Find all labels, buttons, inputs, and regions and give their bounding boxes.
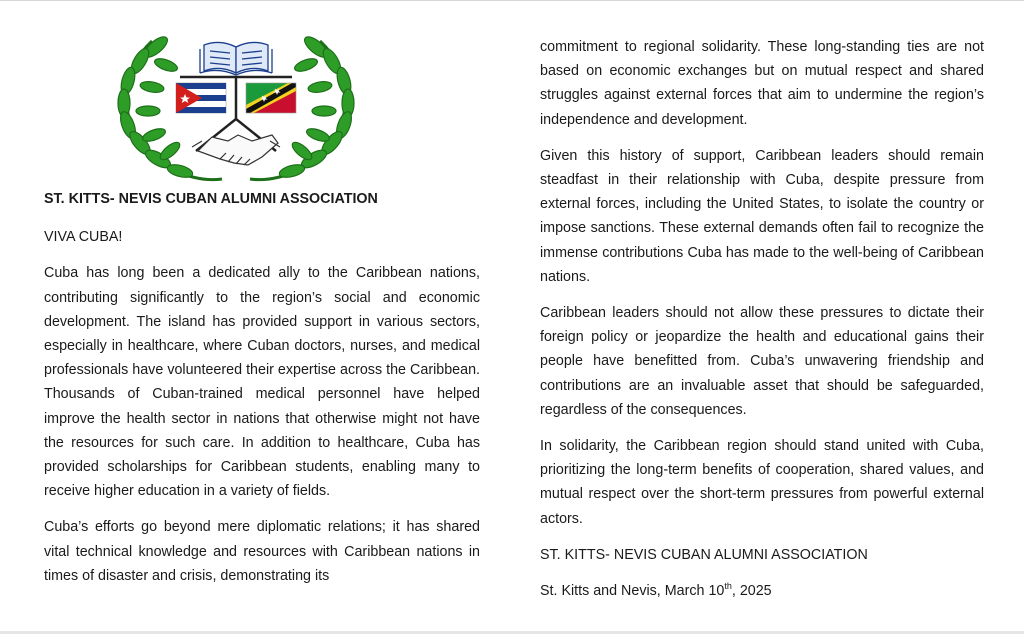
paragraph-2-continued: commitment to regional solidarity. These long-standing ties are not based on economic exchanges but on mutual respect and shared struggles against external forces that aim to undermine the region’s independence and development. bbox=[540, 39, 984, 128]
cuba-flag-icon bbox=[176, 83, 226, 113]
paragraph-1: Cuba has long been a dedicated ally to the Caribbean nations, contributing significantly to the region’s social and economic development. The island has provided support in various sectors, especially in healthcare, where Cuban doctors, nurses, and medical professionals have volunteered their expertise across the Caribbean. Thousands of Cuban-trained medical personnel have helped improve the health sector in nations that otherwise might not have the resources for such care. In addition to healthcare, Cuba has provided scholarships for Caribbean students, enabling many to receive higher education in a variety of fields. bbox=[44, 265, 480, 500]
paragraph-3: Given this history of support, Caribbean leaders should remain steadfast in their relationship with Cuba, despite pressure from external forces, including the United States, to isolate the country or impose sanctions. These external demands often fail to recognize the immense contributions Cuba has made to the well-being of Caribbean nations. bbox=[540, 147, 984, 285]
paragraph-5: In solidarity, the Caribbean region should stand united with Cuba, prioritizing the long-term benefits of cooperation, shared values, and mutual respect over the short-term pressures from powerful external actors. bbox=[540, 438, 984, 527]
open-book-icon bbox=[200, 42, 272, 75]
right-column bbox=[540, 35, 984, 603]
association-heading: ST. KITTS- NEVIS CUBAN ALUMNI ASSOCIATION bbox=[44, 191, 378, 207]
dateline-year: , 2025 bbox=[731, 583, 772, 600]
dateline bbox=[540, 579, 984, 603]
alumni-association-logo bbox=[112, 31, 360, 191]
dateline-prefix: St. Kitts and Nevis, March 10 bbox=[540, 583, 725, 600]
paragraph-4: Caribbean leaders should not allow these pressures to dictate their foreign policy or jeopardize the health and educational gains their people have benefitted from. Cuba’s unwavering friendship and contributions are an invaluable asset that should be safeguarded, regardless of the consequences. bbox=[540, 305, 984, 418]
left-column bbox=[44, 187, 480, 588]
dateline-ordinal: th bbox=[724, 581, 732, 592]
salutation: VIVA CUBA! bbox=[44, 229, 123, 246]
handshake-icon bbox=[192, 135, 280, 165]
st-kitts-nevis-flag-icon bbox=[246, 83, 296, 113]
paragraph-2: Cuba’s efforts go beyond mere diplomatic relations; it has shared vital technical knowledge and resources with Caribbean nations in times of disaster and crisis, demonstrating its bbox=[44, 519, 480, 584]
signature: ST. KITTS- NEVIS CUBAN ALUMNI ASSOCIATION bbox=[540, 546, 868, 563]
